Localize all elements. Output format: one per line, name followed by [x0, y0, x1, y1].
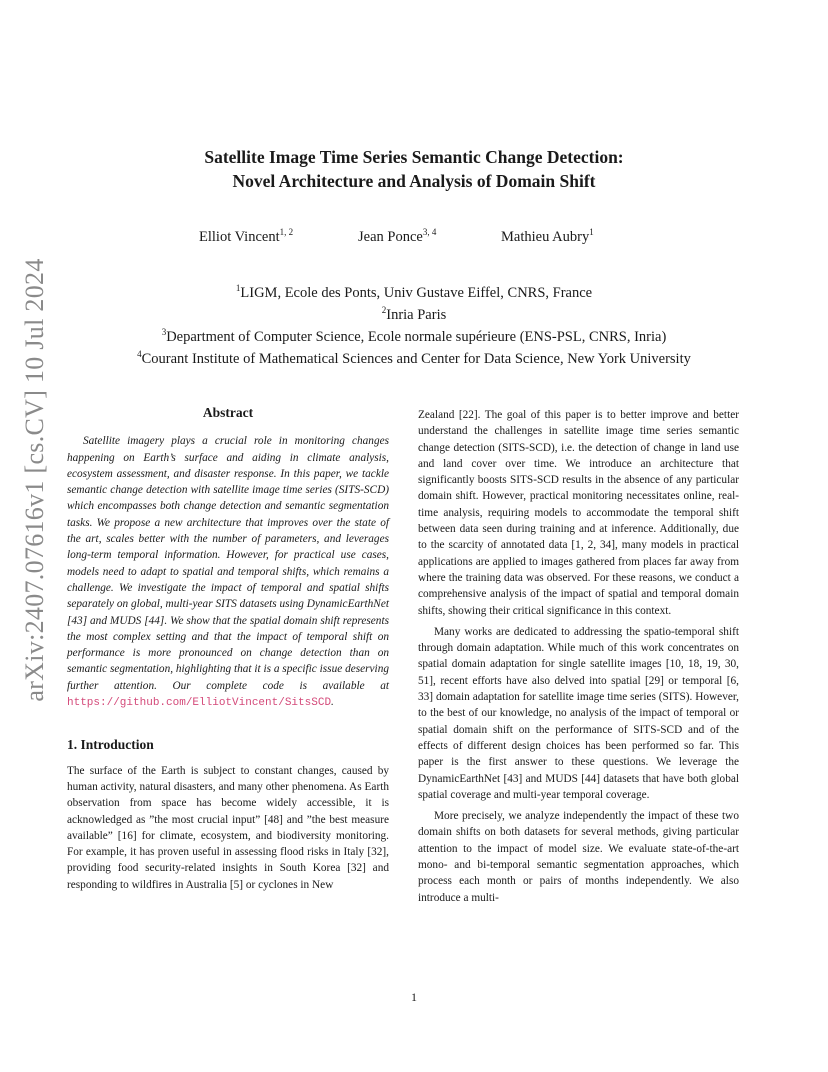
- affil-mark: 3: [161, 327, 167, 338]
- right-column: [418, 407, 739, 906]
- affiliation: [0, 304, 828, 326]
- author-name: Mathieu Aubry: [501, 229, 590, 245]
- author-affil-mark: 1: [589, 227, 594, 238]
- affil-mark: 4: [137, 349, 142, 360]
- left-column: [67, 405, 389, 893]
- body-paragraph: Many works are dedicated to addressing the spatio-temporal shift through domain adaptation. While much of this work concentrates on spatial domain adaptation for single satellite images [10, 18, 19, 30, 51], recent efforts have also delved into spatial [29] or temporal [6, 33] domain adaptation for satellite image time series (SITS). However, to the best of our knowledge, no analysis of the impact of temporal or spatial domain shift on the performance of SITS-SCD and of the effects of different design choices has been performed so far. This paper is the first answer to these questions. We leverage the DynamicEarthNet [43] and MUDS [44] datasets that have both global spatial coverage and multi-year temporal coverage.: [418, 625, 739, 801]
- author-list: [0, 229, 828, 249]
- title-line-1: Satellite Image Time Series Semantic Change Detection:: [204, 147, 624, 167]
- affil-text: Courant Institute of Mathematical Sciences and Center for Data Science, New York University: [141, 351, 691, 367]
- abstract-end: .: [331, 696, 334, 709]
- abstract-heading: Abstract: [202, 405, 254, 420]
- body-paragraph: Zealand [22]. The goal of this paper is to better improve and better understand the challenges in satellite image time series semantic change detection (SITS-SCD), i.e. the detection of change in land use and land cover over time. We introduce an architecture that significantly boosts SITS-SCD results in the absence of any particular domain shift. However, practical monitoring necessitates online, real-time analysis, requiring models to accommodate the temporal shift between data seen during training and at inference. Additionally, due to the scarcity of annotated data [1, 2, 34], many models in practical applications are applied to images gathered from places far away from where the training data was observed. For these reasons, we conduct a comprehensive analysis of the impact of spatial and temporal domain shifts, showing their critical significance in this context.: [418, 409, 739, 617]
- title-line-2: Novel Architecture and Analysis of Domain Shift: [232, 171, 596, 191]
- affil-mark: 2: [381, 305, 387, 316]
- affiliation: [0, 282, 828, 304]
- affiliation: [0, 326, 828, 348]
- abstract-body: [67, 433, 389, 711]
- affiliation-list: [0, 282, 828, 370]
- arxiv-identifier: arXiv:2407.07616v1 [cs.CV] 10 Jul 2024: [20, 258, 49, 702]
- body-paragraph: More precisely, we analyze independently the impact of these two domain shifts on both datasets for several methods, giving particular attention to the impact of model size. We evaluate state-of-the-art mono- and bi-temporal semantic segmentation approaches, which process each month or pairs of months independently. We also introduce a multi-: [418, 810, 739, 904]
- affil-text: Inria Paris: [386, 307, 447, 323]
- author-name: Elliot Vincent: [199, 229, 280, 245]
- abstract-text: Satellite imagery plays a crucial role in monitoring changes happening on Earth’s surface and aiding in climate analysis, ecosystem assessment, and disaster response. In this paper, we tackle semantic change detection with satellite image time series (SITS-SCD) which encompasses both change detection and semantic segmentation tasks. We propose a new architecture that improves over the state of the art, scales better with the number of parameters, and leverages long-term temporal information. However, for practical use cases, models need to adapt to spatial and temporal shifts, which remains a challenge. We investigate the impact of temporal and spatial shifts separately on global, multi-year SITS datasets using DynamicEarthNet [43] and MUDS [44]. We show that the spatial domain shift represents the most complex setting and that the impact of temporal shift on performance is more pronounced on change detection than on semantic segmentation, highlighting that it is a specific issue deserving further attention. Our complete code is available at: [67, 435, 389, 692]
- affil-text: LIGM, Ecole des Ponts, Univ Gustave Eiffel, CNRS, France: [240, 285, 593, 301]
- affil-mark: 1: [235, 283, 241, 294]
- author-3: [501, 229, 594, 246]
- author-affil-mark: 3, 4: [422, 227, 437, 238]
- intro-paragraph: The surface of the Earth is subject to constant changes, caused by human activity, natural disasters, and many other phenomena. As Earth observation from space has become widely accessible, it is acknowledged as ”the most crucial input” [48] and ”the best measure available” [16] for climate, ecosystem, and biodiversity monitoring. For example, it has proven useful in assessing flood risks in Italy [32], providing food security-related insights in South Korea [32] and responding to wildfires in Australia [5] or cyclones in New: [67, 764, 389, 891]
- author-2: [358, 229, 436, 246]
- intro-heading: 1. Introduction: [67, 737, 154, 753]
- code-link[interactable]: https://github.com/ElliotVincent/SitsSCD: [67, 697, 332, 710]
- affil-text: Department of Computer Science, Ecole normale supérieure (ENS-PSL, CNRS, Inria): [166, 329, 667, 345]
- page-number: 1: [411, 990, 417, 1004]
- author-affil-mark: 1, 2: [279, 227, 294, 238]
- author-name: Jean Ponce: [358, 229, 423, 245]
- author-1: [199, 229, 293, 246]
- paper-title: [0, 145, 828, 193]
- affiliation: [0, 348, 828, 370]
